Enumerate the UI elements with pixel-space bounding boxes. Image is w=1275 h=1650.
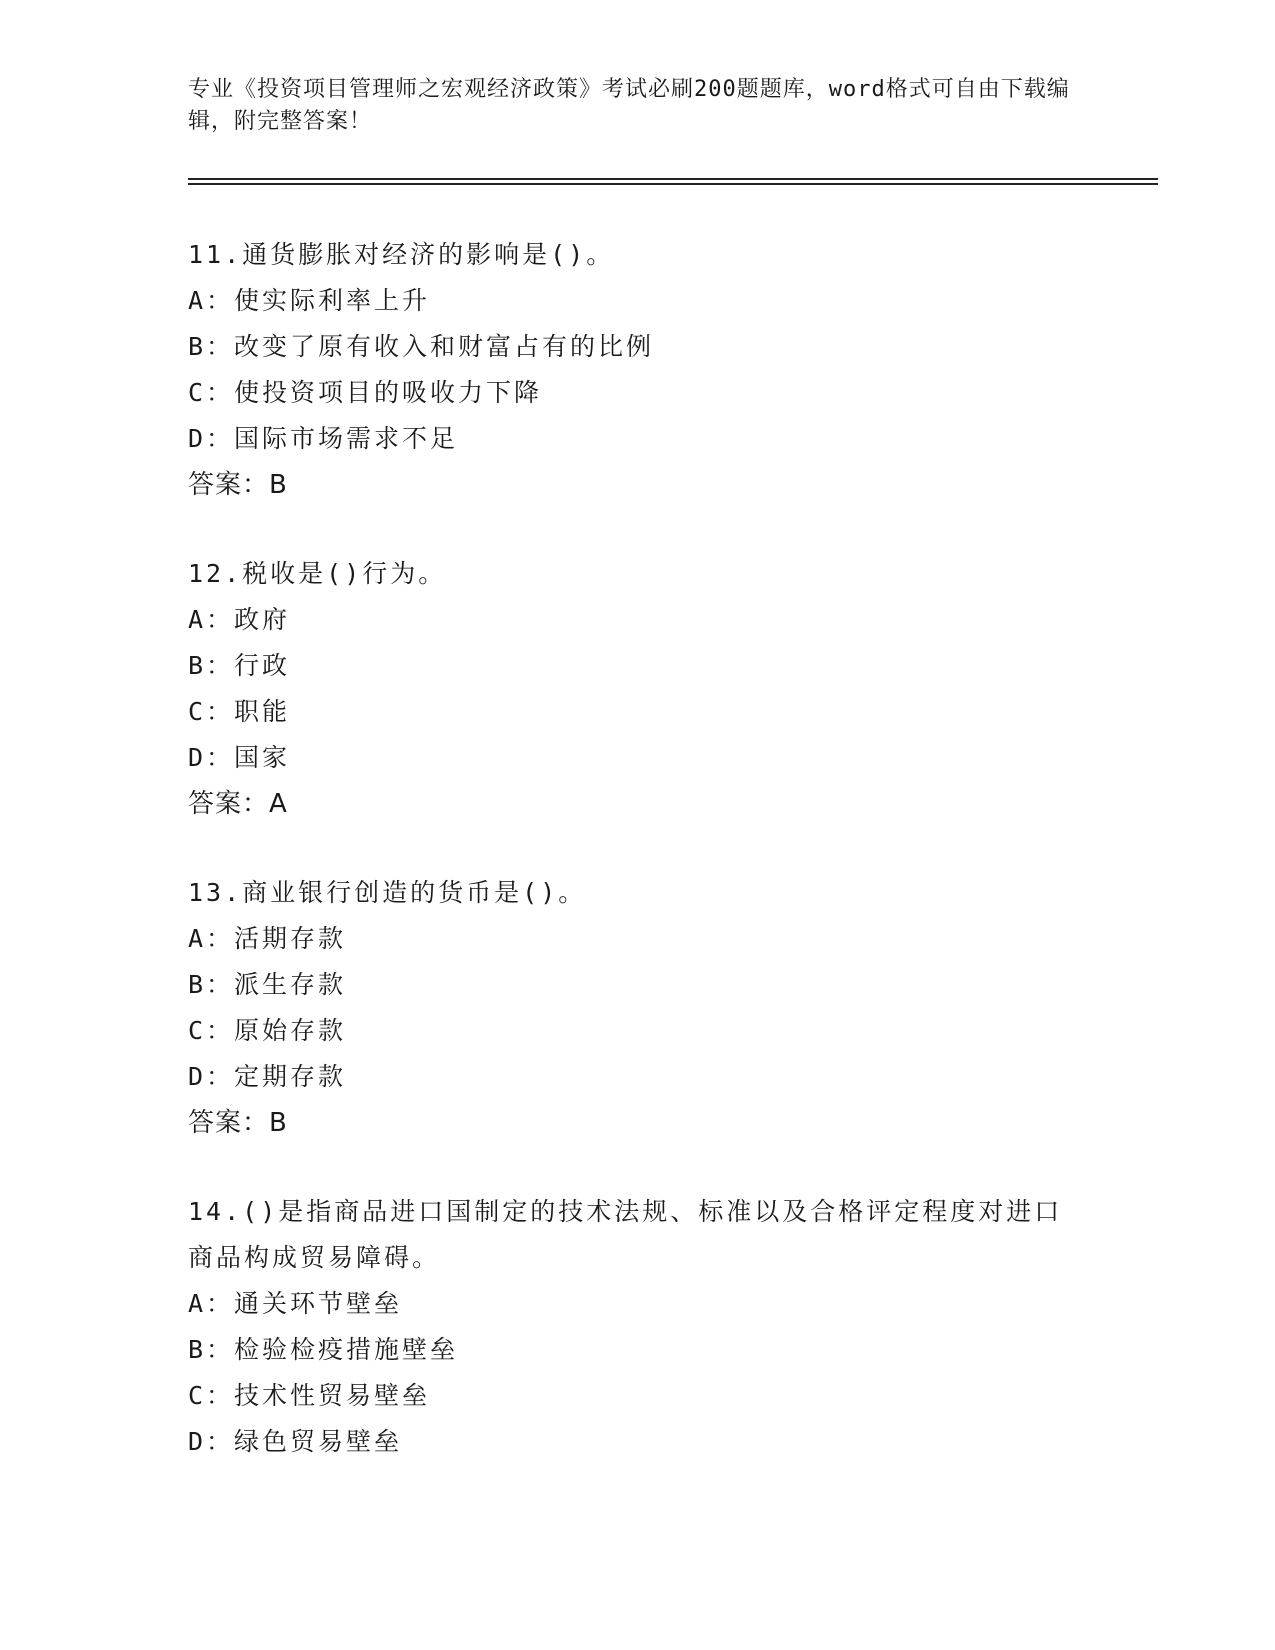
option-a: A：使实际利率上升 <box>188 286 431 315</box>
question-text: 14.()是指商品进口国制定的技术法规、标准以及合格评定程度对进口商品构成贸易障碍。 <box>188 1197 1063 1272</box>
question-text: 12.税收是()行为。 <box>188 559 447 588</box>
option-c: C：原始存款 <box>188 1016 347 1045</box>
option-b: B：检验检疫措施壁垒 <box>188 1335 459 1364</box>
option-c: C：职能 <box>188 697 291 726</box>
document-header: 专业《投资项目管理师之宏观经济政策》考试必刷200题题库，word格式可自由下载编辑，附完整答案！ <box>188 77 1070 134</box>
answer: 答案：B <box>188 1108 288 1138</box>
option-c: C：使投资项目的吸收力下降 <box>188 378 543 407</box>
option-a: A：活期存款 <box>188 924 347 953</box>
option-c: C：技术性贸易壁垒 <box>188 1381 431 1410</box>
header-divider-bottom <box>188 183 1158 185</box>
question-list <box>188 232 1088 1508</box>
option-d: D：定期存款 <box>188 1062 347 1091</box>
question-12 <box>188 551 1088 827</box>
option-b: B：行政 <box>188 651 291 680</box>
option-a: A：政府 <box>188 605 291 634</box>
question-13 <box>188 870 1088 1146</box>
question-14 <box>188 1189 1088 1465</box>
option-d: D：国家 <box>188 743 291 772</box>
option-d: D：国际市场需求不足 <box>188 424 459 453</box>
question-11 <box>188 232 1088 508</box>
question-text: 13.商业银行创造的货币是()。 <box>188 878 587 907</box>
option-a: A：通关环节壁垒 <box>188 1289 403 1318</box>
option-b: B：改变了原有收入和财富占有的比例 <box>188 332 655 361</box>
header-divider-top <box>188 178 1158 180</box>
answer: 答案：A <box>188 789 288 819</box>
question-text: 11.通货膨胀对经济的影响是()。 <box>188 240 615 269</box>
option-d: D：绿色贸易壁垒 <box>188 1427 403 1456</box>
option-b: B：派生存款 <box>188 970 347 999</box>
answer: 答案：B <box>188 470 288 500</box>
